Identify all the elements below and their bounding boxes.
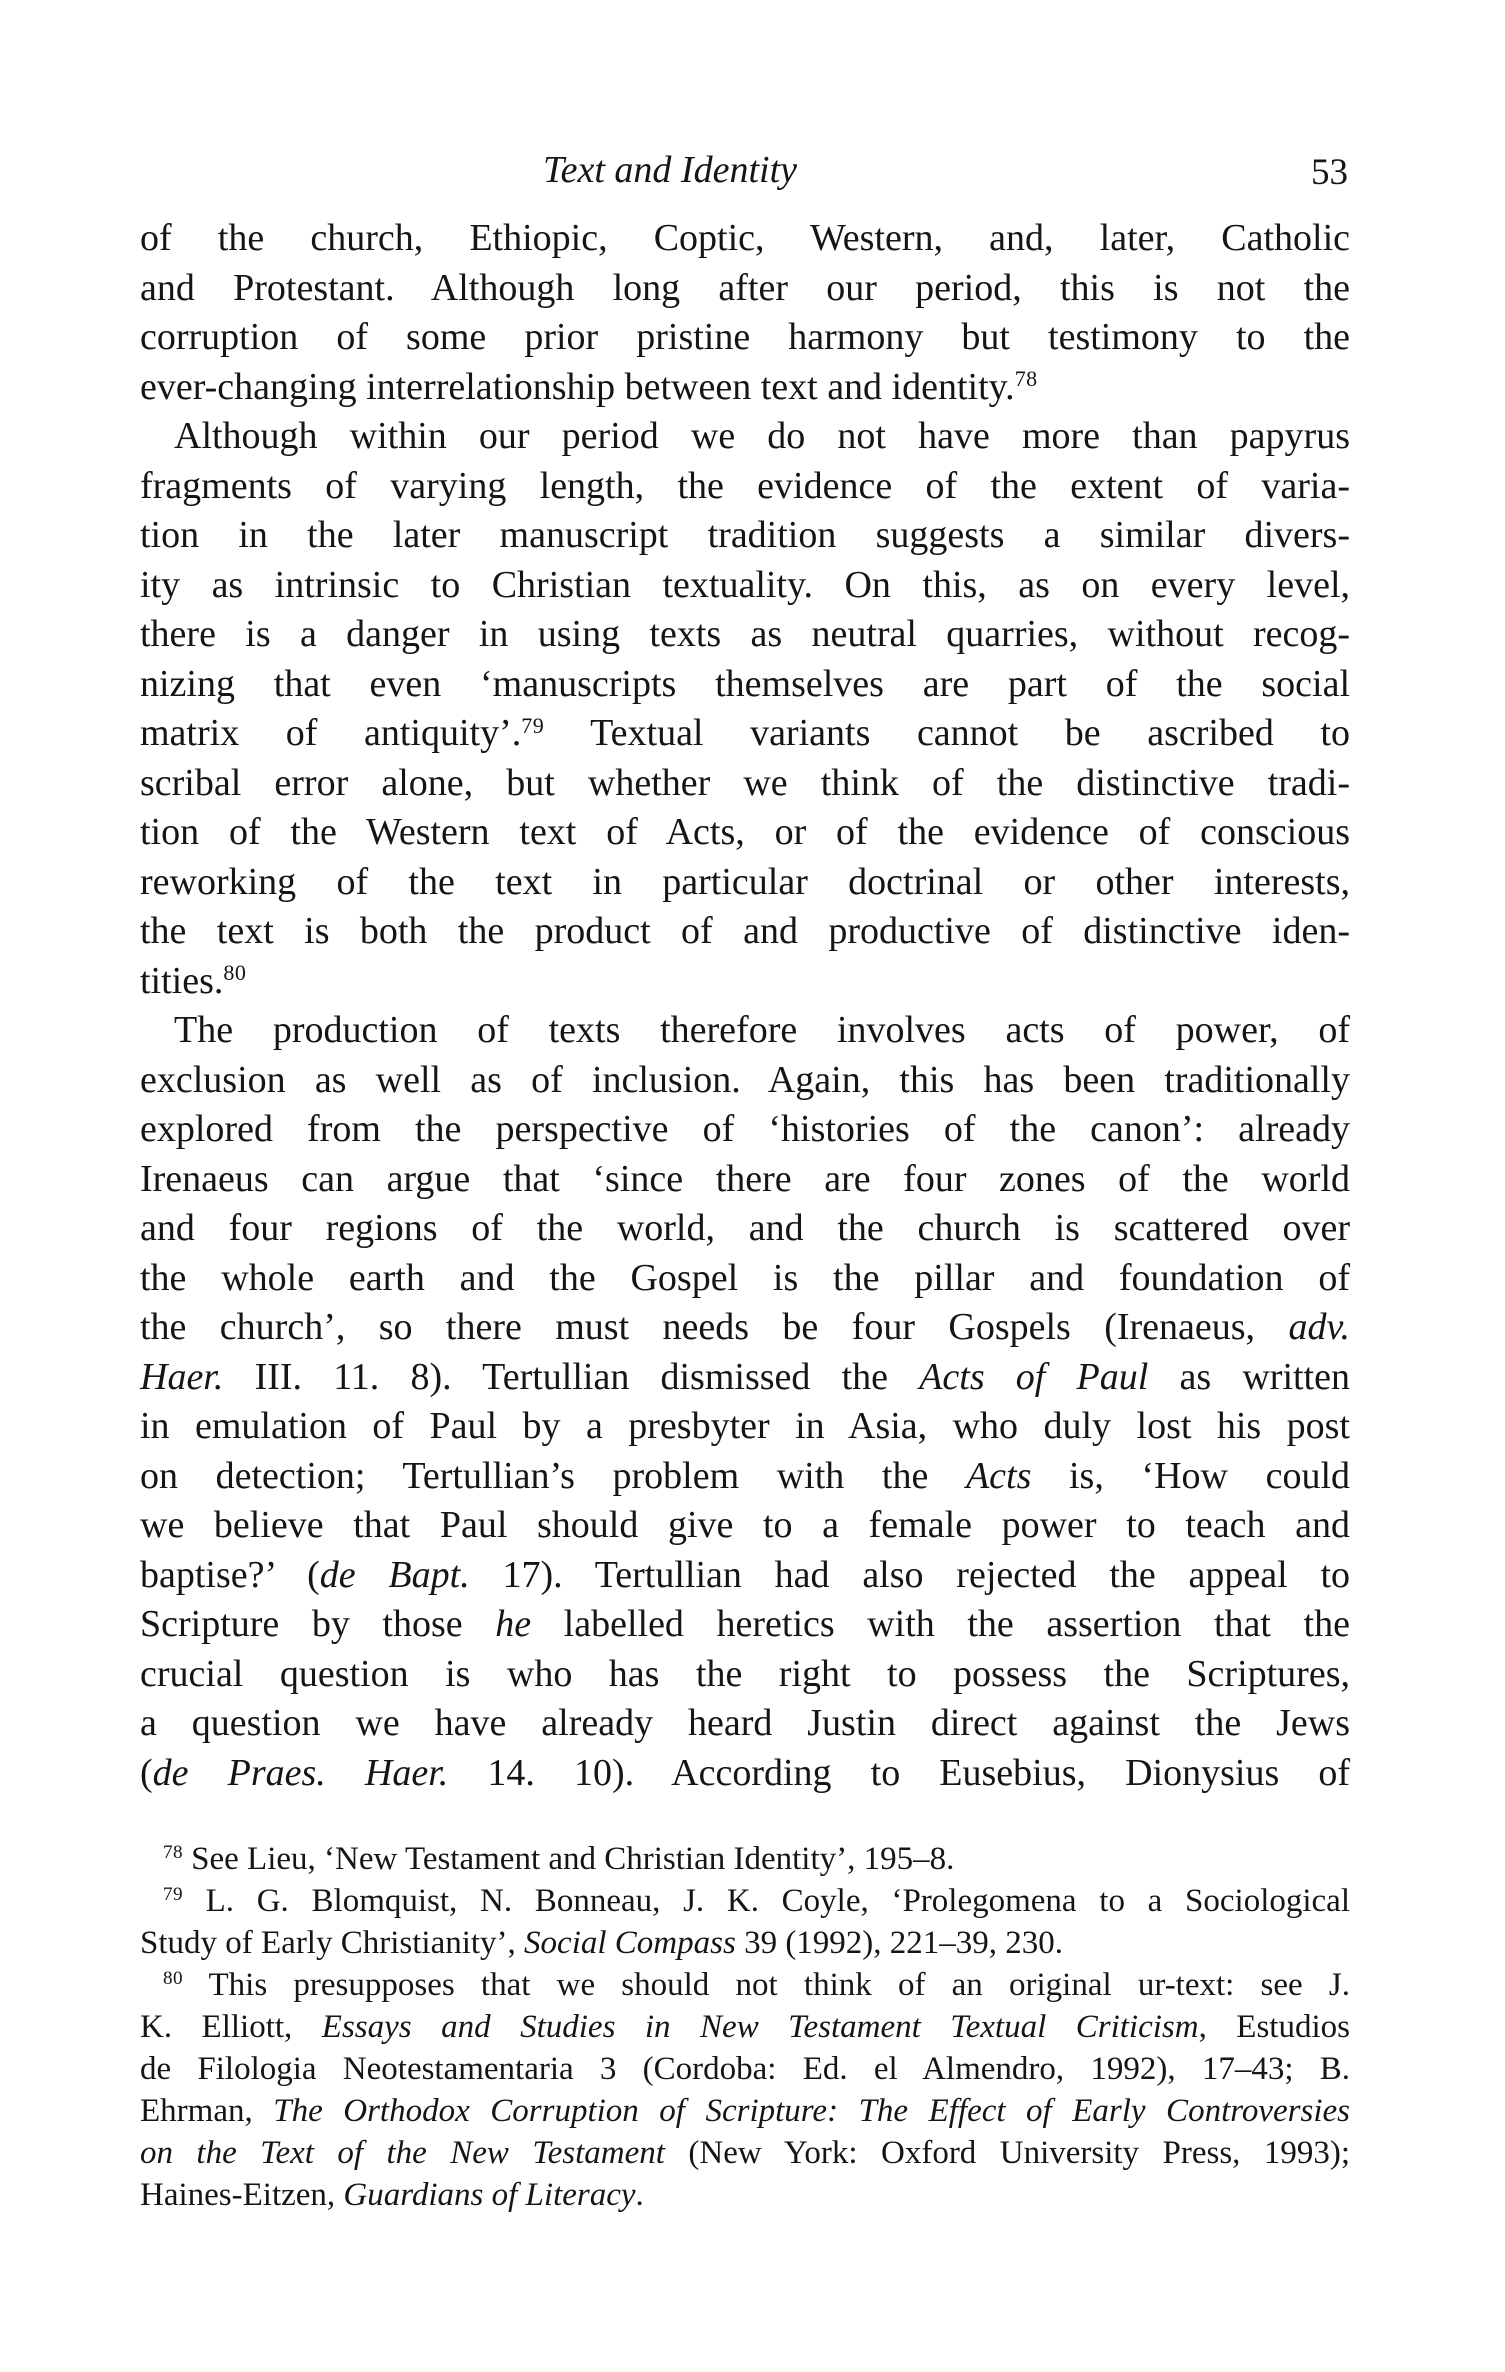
text-segment: , Estudios <box>1198 2009 1350 2045</box>
text-line <box>140 610 1350 660</box>
text-line <box>140 759 1350 809</box>
text-line <box>140 957 1350 1007</box>
text-line <box>140 1838 1350 1880</box>
text-line <box>140 1155 1350 1205</box>
text-segment: Ehrman, <box>140 2093 274 2129</box>
text-segment: baptise?’ ( <box>140 1553 320 1596</box>
page-number: 53 <box>1311 152 1348 193</box>
text-segment: the church’, so there must needs be four Gospels (Irenaeus, <box>140 1306 1289 1348</box>
italic-text: he <box>495 1603 532 1645</box>
text-line <box>140 660 1350 710</box>
footnote <box>140 1838 1350 1880</box>
text-line <box>140 561 1350 611</box>
text-line <box>140 1353 1350 1403</box>
italic-text: The Orthodox Corruption of Scripture: The Effect of Early Controversies <box>273 2093 1350 2129</box>
text-line <box>140 363 1350 413</box>
text-line <box>140 1105 1350 1155</box>
text-line <box>140 1501 1350 1551</box>
footnote-marker: 79 <box>521 712 545 738</box>
page-title: Text and Identity <box>543 149 797 191</box>
text-line <box>140 1600 1350 1650</box>
text-line <box>140 2174 1350 2216</box>
text-segment: (New York: Oxford University Press, 1993); <box>664 2135 1350 2171</box>
text-segment: matrix of antiquity’. <box>140 712 522 754</box>
text-line <box>140 2006 1350 2048</box>
text-line <box>140 808 1350 858</box>
text-segment: Irenaeus can argue that ‘since there are four zones of the world <box>140 1157 1350 1200</box>
footnote-marker: 79 <box>163 1884 183 1906</box>
text-segment: ( <box>140 1751 153 1794</box>
text-segment: tities. <box>140 959 224 1002</box>
italic-text: Haer. <box>140 1355 224 1398</box>
text-line <box>140 858 1350 908</box>
italic-text: Acts of Paul <box>919 1355 1149 1398</box>
text-segment: on detection; Tertullian’s problem with the <box>140 1454 966 1497</box>
text-line <box>140 412 1350 462</box>
text-line <box>140 1452 1350 1502</box>
text-line <box>140 462 1350 512</box>
text-segment: in emulation of Paul by a presbyter in Asia, who duly lost his post <box>140 1405 1350 1447</box>
paragraph <box>140 214 1350 412</box>
text-segment: This presupposes that we should not think of an original ur-text: see J. <box>182 1967 1350 2003</box>
text-line <box>140 2048 1350 2090</box>
text-line <box>140 313 1350 363</box>
text-line <box>140 1204 1350 1254</box>
text-line <box>140 1056 1350 1106</box>
text-line <box>140 511 1350 561</box>
italic-text: Social Compass <box>524 1925 736 1961</box>
text-line <box>140 1551 1350 1601</box>
text-segment: 39 (1992), 221–39, 230. <box>735 1925 1064 1961</box>
text-segment: III. 11. 8). Tertullian dismissed the <box>223 1355 920 1398</box>
italic-text: adv. <box>1288 1306 1350 1348</box>
text-segment: a question we have already heard Justin direct against the Jews <box>140 1702 1350 1744</box>
footnote-marker: 78 <box>163 1842 183 1864</box>
text-segment: fragments of varying length, the evidence of the extent of varia- <box>140 464 1350 507</box>
text-segment: . <box>635 2177 644 2213</box>
text-segment: tion of the Western text of Acts, or of the evidence of conscious <box>140 811 1350 853</box>
text-segment: exclusion as well as of inclusion. Again, this has been traditionally <box>140 1058 1350 1101</box>
text-segment: we believe that Paul should give to a female power to teach and <box>140 1504 1350 1546</box>
text-segment: L. G. Blomquist, N. Bonneau, J. K. Coyle, ‘Prolegomena to a Sociological <box>182 1883 1350 1919</box>
text-segment: The production of texts therefore involves acts of power, of <box>174 1009 1350 1051</box>
paragraph <box>140 412 1350 1006</box>
text-segment: scribal error alone, but whether we think of the distinctive tradi- <box>140 761 1350 804</box>
text-segment: K. Elliott, <box>140 2009 322 2045</box>
text-segment: de Filologia Neotestamentaria 3 (Cordoba: Ed. el Almendro, 1992), 17–43; B. <box>140 2051 1350 2087</box>
text-segment: 17). Tertullian had also rejected the appeal to <box>469 1553 1351 1596</box>
text-segment: Haines-Eitzen, <box>140 2177 344 2213</box>
text-segment: the whole earth and the Gospel is the pillar and foundation of <box>140 1256 1350 1299</box>
text-line <box>140 2090 1350 2132</box>
text-line <box>140 1880 1350 1922</box>
text-segment: the text is both the product of and productive of distinctive iden- <box>140 910 1350 952</box>
body-text <box>140 214 1350 1798</box>
text-line <box>140 1650 1350 1700</box>
text-segment: as written <box>1148 1355 1350 1398</box>
text-line <box>140 1303 1350 1353</box>
italic-text: de Bapt. <box>319 1553 470 1596</box>
text-segment: and four regions of the world, and the church is scattered over <box>140 1207 1350 1249</box>
text-segment: labelled heretics with the assertion that the <box>531 1603 1350 1645</box>
italic-text: on the Text of the New Testament <box>140 2135 665 2171</box>
text-segment: ever-changing interrelationship between text and identity. <box>140 365 1015 408</box>
text-line <box>140 214 1350 264</box>
text-line <box>140 1402 1350 1452</box>
text-line <box>140 709 1350 759</box>
text-segment: 14. 10). According to Eusebius, Dionysius of <box>448 1751 1351 1794</box>
running-header <box>140 148 1350 192</box>
text-segment: reworking of the text in particular doctrinal or other interests, <box>140 860 1350 903</box>
text-line <box>140 1749 1350 1799</box>
footnote <box>140 1880 1350 1964</box>
text-segment: of the church, Ethiopic, Coptic, Western, and, later, Catholic <box>140 217 1350 259</box>
italic-text: de Praes. Haer. <box>152 1751 449 1794</box>
italic-text: Essays and Studies in New Testament Textual Criticism <box>321 2009 1199 2045</box>
footnotes <box>140 1838 1350 2216</box>
text-line <box>140 1699 1350 1749</box>
text-segment: ity as intrinsic to Christian textuality. On this, as on every level, <box>140 563 1350 606</box>
text-segment: and Protestant. Although long after our period, this is not the <box>140 266 1350 309</box>
text-line <box>140 1964 1350 2006</box>
footnote <box>140 1964 1350 2216</box>
paragraph <box>140 1006 1350 1798</box>
text-line <box>140 2132 1350 2174</box>
text-segment: See Lieu, ‘New Testament and Christian Identity’, 195–8. <box>182 1841 955 1877</box>
text-segment: explored from the perspective of ‘histories of the canon’: already <box>140 1108 1350 1150</box>
text-segment: there is a danger in using texts as neutral quarries, without recog- <box>140 613 1350 655</box>
text-segment: Scripture by those <box>140 1603 496 1645</box>
text-line <box>140 1006 1350 1056</box>
text-line <box>140 264 1350 314</box>
text-segment: Although within our period we do not have more than papyrus <box>174 415 1350 457</box>
footnote-marker: 80 <box>223 960 247 986</box>
text-segment: nizing that even ‘manuscripts themselves are part of the social <box>140 662 1350 705</box>
footnote-marker: 80 <box>163 1968 183 1990</box>
text-segment: is, ‘How could <box>1031 1454 1351 1497</box>
text-segment: Study of Early Christianity’, <box>140 1925 525 1961</box>
italic-text: Guardians of Literacy <box>343 2177 636 2213</box>
text-segment: corruption of some prior pristine harmony but testimony to the <box>140 316 1350 358</box>
text-line <box>140 1254 1350 1304</box>
text-line <box>140 907 1350 957</box>
text-segment: crucial question is who has the right to possess the Scriptures, <box>140 1652 1350 1695</box>
text-line <box>140 1922 1350 1964</box>
text-segment: Textual variants cannot be ascribed to <box>544 712 1350 754</box>
italic-text: Acts <box>965 1454 1032 1497</box>
text-segment: tion in the later manuscript tradition suggests a similar divers- <box>140 514 1350 556</box>
footnote-marker: 78 <box>1014 366 1038 392</box>
